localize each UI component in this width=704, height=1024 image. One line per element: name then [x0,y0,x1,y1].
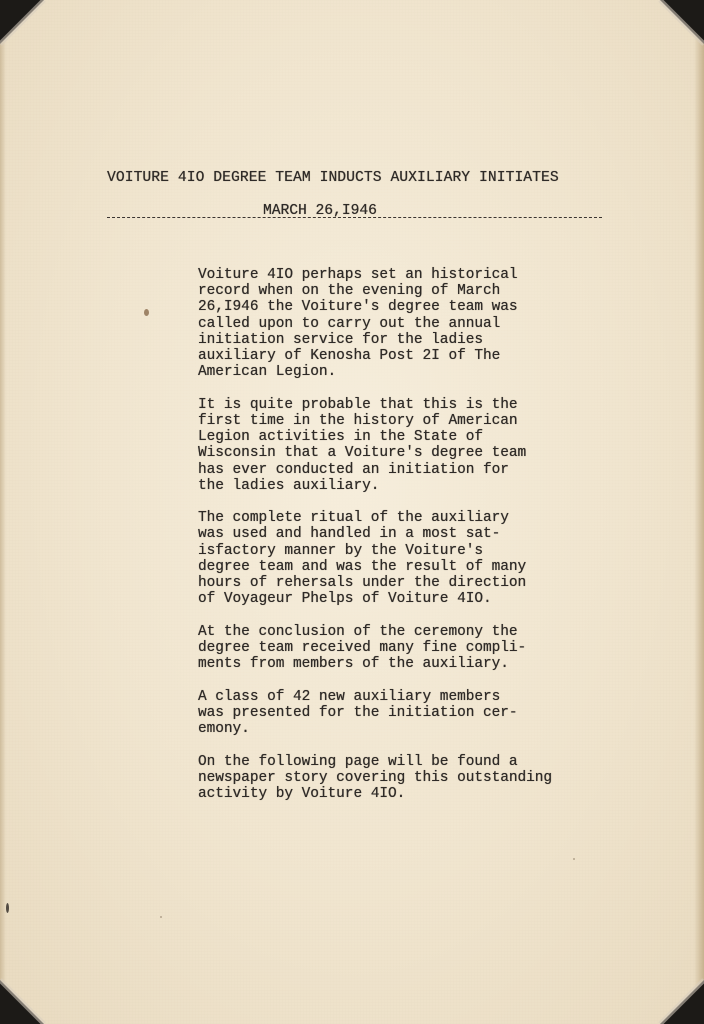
page-left-edge [0,0,6,1024]
paper-speck [160,916,162,918]
body-paragraph: At the conclusion of the ceremony the degree team received many fine compli- ments from members of the auxiliary. [198,623,527,673]
document-body [198,267,618,818]
paper-speck [573,858,575,860]
photo-corner-top-left [0,0,48,48]
body-paragraph: The complete ritual of the auxiliary was used and handled in a most sat- isfactory manner by the Voiture's degree team and was the result of many hours of rehersals under the direction of Voyageur Phelps of Voiture 4IO. [198,510,527,608]
paper-speck [6,903,9,913]
paper-stain [144,309,149,316]
photo-corner-top-right [656,0,704,48]
document-title: VOITURE 4IO DEGREE TEAM INDUCTS AUXILIARY INITIATES [107,170,559,186]
photo-corner-bottom-left [0,976,48,1024]
photo-corner-bottom-right [656,976,704,1024]
document-date: MARCH 26,I946 [263,203,377,219]
body-paragraph: Voiture 4IO perhaps set an historical record when on the evening of March 26,I946 the Voiture's degree team was called upon to carry out the annual initiation service for the ladies auxiliary of Kenosha Post 2I of The American Legion. [198,267,518,381]
page-right-edge [694,0,704,1024]
body-paragraph: A class of 42 new auxiliary members was presented for the initiation cer- emony. [198,688,518,738]
body-paragraph: On the following page will be found a newspaper story covering this outstanding activity by Voiture 4IO. [198,753,553,802]
body-paragraph: It is quite probable that this is the first time in the history of American Legion activities in the State of Wisconsin that a Voiture's degree team has ever conducted an initiation for the ladies auxiliary. [198,396,527,494]
dateline [107,203,602,221]
